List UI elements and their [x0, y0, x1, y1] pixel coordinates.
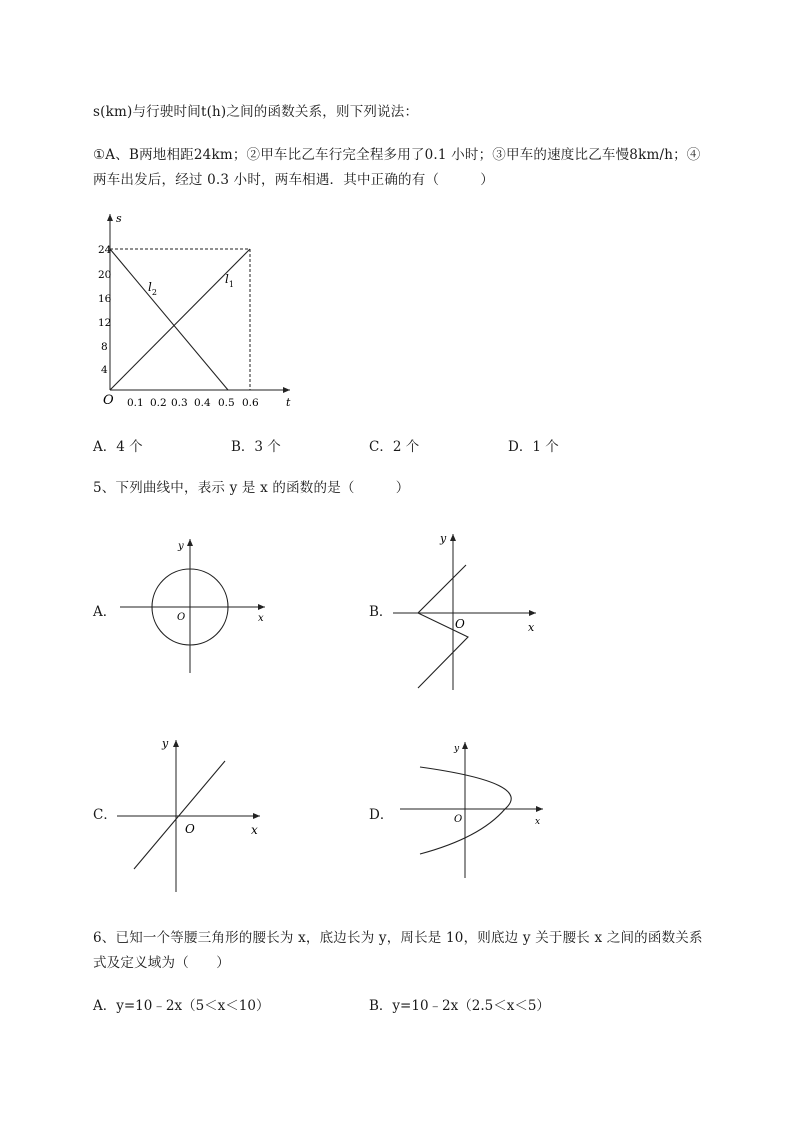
q4-l2-label: $l_2$ [148, 280, 157, 297]
q5b-origin: O [455, 617, 465, 631]
q5c-x-label: x [251, 823, 258, 837]
q4-y-tick: 4 [101, 364, 108, 376]
q5d-parabola [420, 767, 511, 854]
q4-x-tick: 0.3 [171, 397, 188, 409]
q4-x-axis-label: t [286, 396, 291, 409]
q5d-y-arrow [462, 742, 468, 749]
q5a-y-label: y [178, 541, 184, 552]
q4-y-tick: 8 [101, 341, 108, 353]
q4-line-l1 [110, 249, 250, 390]
q4-option-d[interactable]: D．1 个 [508, 439, 559, 455]
q5a-x-label: x [258, 613, 264, 624]
q4-intro: s(km)与行驶时间t(h)之间的函数关系，则下列说法： [93, 104, 419, 120]
q5-option-c-graph [112, 734, 282, 894]
q5a-x-arrow [258, 604, 265, 610]
q4-option-c[interactable]: C．2 个 [369, 439, 420, 455]
q5-option-c-label[interactable]: C． [93, 807, 117, 823]
q5-option-a-graph [115, 533, 275, 683]
q4-x-arrow [283, 387, 290, 393]
q5c-line [134, 761, 225, 869]
q4-x-tick: 0.2 [150, 397, 167, 409]
q6-option-a[interactable]: A．y=10﹣2x（5＜x＜10） [93, 998, 270, 1014]
q5d-y-label: y [454, 744, 460, 754]
q5b-y-label: y [440, 532, 447, 545]
q5d-origin: O [454, 814, 463, 825]
q4-x-tick: 0.5 [218, 397, 235, 409]
q4-l1-label: $l_1$ [225, 272, 234, 289]
q4-y-tick: 12 [98, 317, 112, 329]
q5b-y-arrow [450, 534, 456, 541]
q5b-x-arrow [529, 610, 536, 616]
q4-x-tick: 0.6 [242, 397, 259, 409]
q4-distance-time-graph [90, 210, 310, 420]
q4-option-a[interactable]: A．4 个 [93, 439, 143, 455]
q5d-x-arrow [536, 806, 543, 812]
q5-option-b-label[interactable]: B． [369, 604, 393, 620]
q5c-y-arrow [173, 740, 179, 747]
q4-x-tick: 0.4 [194, 397, 211, 409]
q6-option-b[interactable]: B．y=10﹣2x（2.5＜x＜5） [369, 998, 550, 1014]
q5-stem: 5、下列曲线中，表示 y 是 x 的函数的是（ ） [93, 480, 410, 496]
q4-origin-label: O [103, 393, 114, 408]
q4-y-tick: 20 [98, 269, 112, 281]
q5-option-d-graph [395, 738, 565, 888]
q4-option-b[interactable]: B．3 个 [231, 439, 281, 455]
q5-option-d-label[interactable]: D． [369, 807, 394, 823]
q5-option-b-graph [388, 530, 558, 690]
q5-option-a-label[interactable]: A． [93, 604, 117, 620]
q5b-x-label: x [528, 621, 535, 634]
q4-statements-line2: 两车出发后，经过 0.3 小时，两车相遇．其中正确的有（ ） [93, 172, 494, 188]
q4-y-tick: 16 [98, 293, 112, 305]
q4-line-l2 [110, 249, 228, 390]
q4-y-arrow [107, 214, 113, 221]
q4-y-tick: 24 [98, 244, 112, 256]
q6-stem-line2: 式及定义域为（ ） [93, 955, 230, 971]
q4-statements-line1: ①A、B两地相距24km；②甲车比乙车行完全程多用了0.1 小时；③甲车的速度比乙车慢8km/h；④ [93, 147, 701, 163]
q5a-origin: O [177, 612, 186, 623]
q5d-x-label: x [535, 817, 541, 827]
q5a-y-arrow [187, 539, 193, 546]
q5c-origin: O [185, 822, 195, 836]
q5c-y-label: y [162, 737, 169, 750]
q5c-x-arrow [253, 813, 260, 819]
q4-x-tick: 0.1 [127, 397, 144, 409]
q4-y-axis-label: s [116, 212, 122, 225]
q6-stem-line1: 6、已知一个等腰三角形的腰长为 x，底边长为 y，周长是 10，则底边 y 关于腰长 x 之间的函数关系 [93, 930, 703, 946]
